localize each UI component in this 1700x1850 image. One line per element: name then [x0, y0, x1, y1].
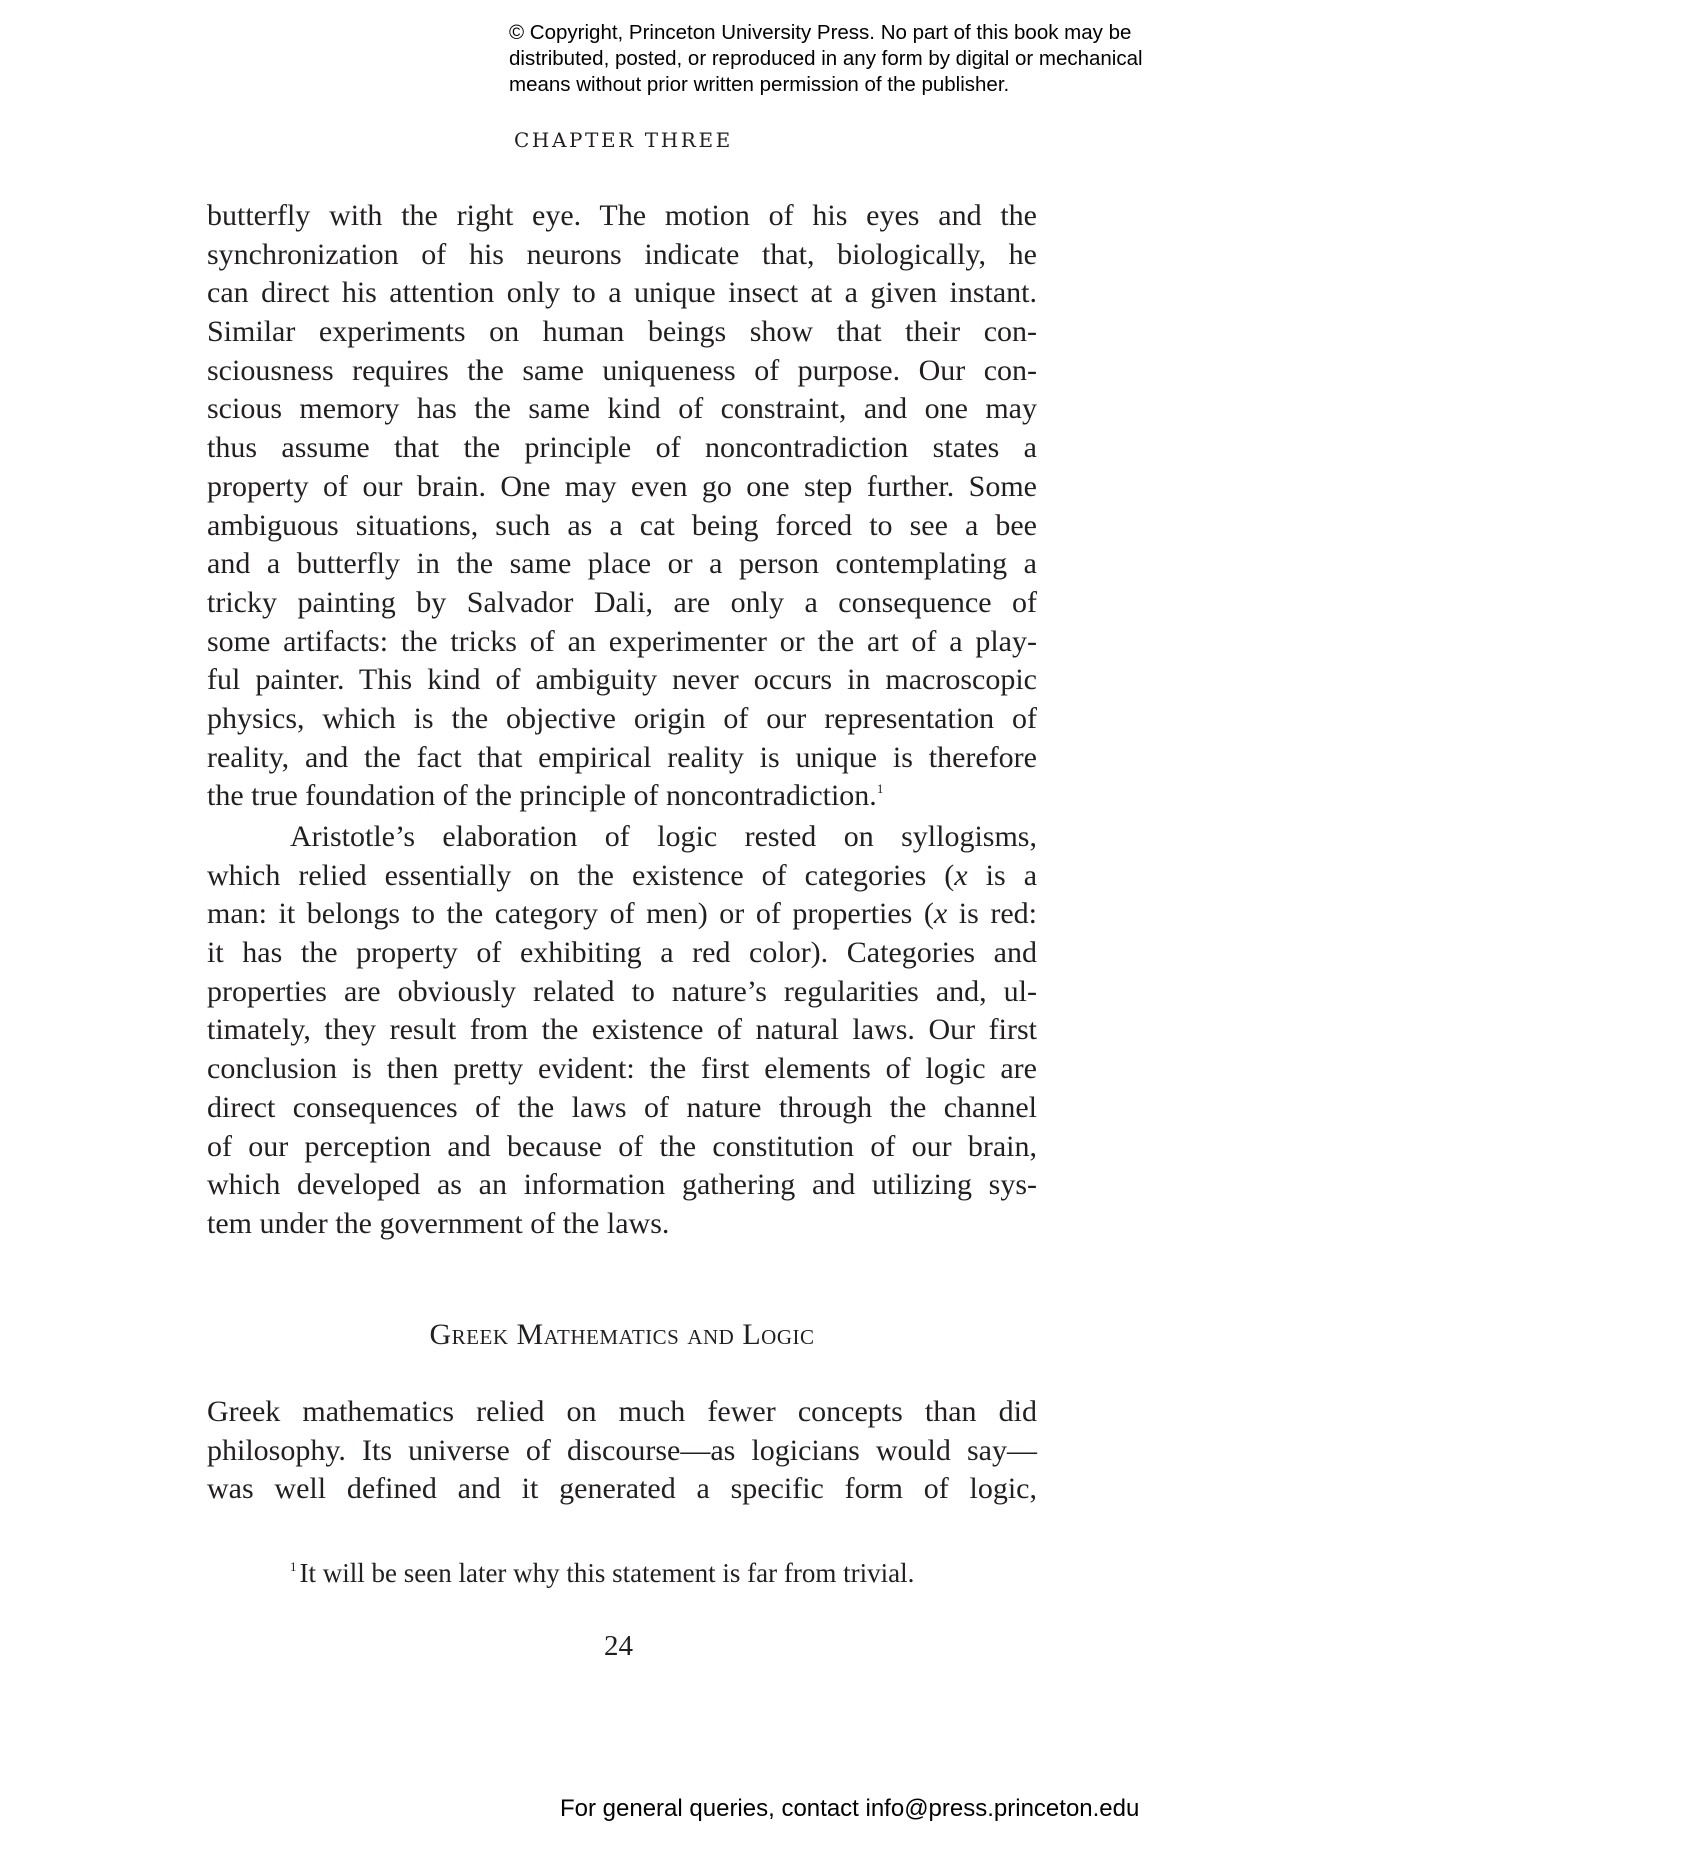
text-line: conclusion is then pretty evident: the first elements of logic are [207, 1052, 1037, 1086]
text-line: and a butterfly in the same place or a person contemplating a [207, 547, 1037, 581]
text-line: of our perception and because of the constitution of our brain, [207, 1129, 1037, 1163]
text-line: reality, and the fact that empirical reality is unique is therefore [207, 740, 1037, 774]
copyright-line: distributed, posted, or reproduced in any form by digital or mechanical [509, 47, 1143, 70]
text-line: it has the property of exhibiting a red color). Categories and [207, 936, 1037, 970]
text-line: thus assume that the principle of noncontradiction states a [207, 431, 1037, 465]
text-line: Aristotle’s elaboration of logic rested on syllogisms, [290, 820, 1037, 853]
text-line: can direct his attention only to a unique insect at a given instant. [207, 276, 1037, 310]
text-line [207, 857, 1037, 896]
copyright-line: means without prior written permission of the publisher. [509, 73, 1010, 96]
text-line: which developed as an information gathering and utilizing sys- [207, 1168, 1037, 1202]
paragraph-1 [207, 197, 1037, 816]
text-segment: is a [967, 858, 1038, 892]
text-line: Greek mathematics relied on much fewer concepts than did [207, 1395, 1037, 1428]
text-line: physics, which is the objective origin of our representation of [207, 701, 1037, 735]
text-segment: which relied essentially on the existence of categories ( [207, 858, 955, 892]
contact-footer: For general queries, contact info@press.princeton.edu [560, 1795, 1140, 1822]
text-line: some artifacts: the tricks of an experimenter or the art of a play- [207, 624, 1037, 658]
footnote-reference: 1 [876, 781, 884, 797]
text-line: synchronization of his neurons indicate that, biologically, he [207, 237, 1037, 271]
footnote-mark: 1 [290, 1559, 297, 1574]
text-line: ambiguous situations, such as a cat being forced to see a bee [207, 508, 1037, 542]
text-segment: is red: [947, 897, 1037, 931]
variable-x: x [954, 858, 968, 892]
footnote [290, 1558, 914, 1589]
text-line [207, 895, 1037, 934]
copyright-notice [509, 20, 1229, 98]
paragraph-2 [207, 818, 1037, 1244]
text-line: scious memory has the same kind of constraint, and one may [207, 392, 1037, 426]
text-line [207, 777, 1037, 816]
copyright-line: © Copyright, Princeton University Press. No part of this book may be [509, 21, 1132, 44]
text-line: butterfly with the right eye. The motion of his eyes and the [207, 199, 1037, 232]
text-segment: man: it belongs to the category of men) or of properties ( [207, 897, 934, 931]
text-line-content: the true foundation of the principle of noncontradiction. [207, 779, 877, 813]
text-line: tem under the government of the laws. [207, 1206, 670, 1240]
text-line: tricky painting by Salvador Dali, are only a consequence of [207, 585, 1037, 619]
text-line: timately, they result from the existence of natural laws. Our first [207, 1013, 1037, 1047]
paragraph-3 [207, 1393, 1037, 1509]
text-line: properties are obviously related to nature’s regularities and, ul- [207, 974, 1037, 1008]
section-heading: Greek Mathematics and Logic [429, 1318, 815, 1351]
text-line: direct consequences of the laws of nature through the channel [207, 1090, 1037, 1124]
footnote-text: It will be seen later why this statement is far from trivial. [299, 1558, 915, 1588]
page-number: 24 [604, 1630, 633, 1662]
text-line: sciousness requires the same uniqueness of purpose. Our con- [207, 353, 1037, 387]
text-line: property of our brain. One may even go one step further. Some [207, 469, 1037, 503]
text-line: philosophy. Its universe of discourse—as logicians would say— [207, 1433, 1037, 1467]
text-line: Similar experiments on human beings show that their con- [207, 315, 1037, 349]
running-head: CHAPTER THREE [514, 128, 733, 152]
text-line: ful painter. This kind of ambiguity never occurs in macroscopic [207, 663, 1037, 697]
variable-x: x [933, 897, 948, 931]
text-line: was well defined and it generated a specific form of logic, [207, 1472, 1037, 1506]
